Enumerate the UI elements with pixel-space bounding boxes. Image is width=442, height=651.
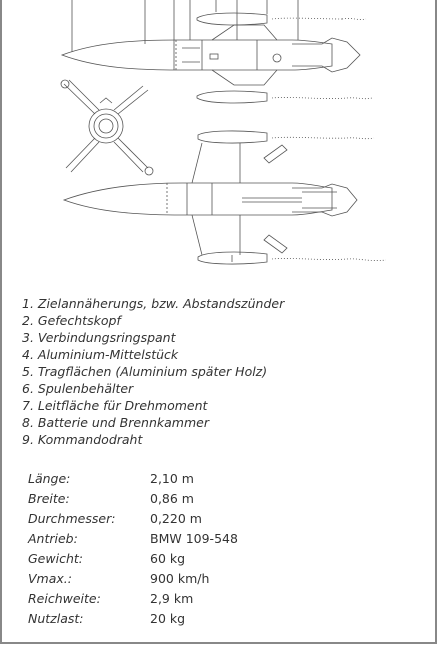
missile-side-view <box>64 131 386 264</box>
missile-front-view <box>61 80 153 175</box>
missile-technical-drawing <box>2 0 439 290</box>
spec-value: BMW 109-548 <box>150 530 238 546</box>
legend-item: 3. Verbindungsringspant <box>22 330 176 345</box>
spec-row-propulsion <box>28 528 238 548</box>
spec-row-vmax <box>28 568 238 588</box>
legend-item: 8. Batterie und Brennkammer <box>22 415 209 430</box>
missile-top-view <box>62 0 372 103</box>
spec-value: 20 kg <box>150 610 186 626</box>
legend-item: 2. Gefechtskopf <box>22 313 121 328</box>
spec-label: Vmax.: <box>28 570 72 586</box>
spec-value: 0,220 m <box>150 510 202 526</box>
spec-row-weight <box>28 548 238 568</box>
legend-item: 7. Leitfläche für Drehmoment <box>22 398 208 413</box>
legend-item: 4. Aluminium-Mittelstück <box>22 347 179 362</box>
spec-value: 60 kg <box>150 550 186 566</box>
spec-label: Länge: <box>28 470 71 486</box>
spec-value: 900 km/h <box>150 570 210 586</box>
spec-row-payload <box>28 608 238 628</box>
spec-value: 2,10 m <box>150 470 194 486</box>
spec-value: 0,86 m <box>150 490 194 506</box>
spec-row-length <box>28 468 238 488</box>
spec-label: Reichweite: <box>28 590 101 606</box>
legend-item: 1. Zielannäherungs, bzw. Abstandszünder <box>22 296 285 311</box>
spec-label: Antrieb: <box>28 530 78 546</box>
spec-label: Gewicht: <box>28 550 83 566</box>
legend-item: 9. Kommandodraht <box>22 432 143 447</box>
spec-row-width <box>28 488 238 508</box>
spec-value: 2,9 km <box>150 590 194 606</box>
spec-label: Durchmesser: <box>28 510 116 526</box>
spec-label: Breite: <box>28 490 70 506</box>
spec-row-range <box>28 588 238 608</box>
legend-item: 6. Spulenbehälter <box>22 381 134 396</box>
legend-item: 5. Tragflächen (Aluminium später Holz) <box>22 364 268 379</box>
spec-row-diameter <box>28 508 238 528</box>
spec-label: Nutzlast: <box>28 610 84 626</box>
component-legend <box>22 295 284 448</box>
specifications-table <box>28 468 238 628</box>
